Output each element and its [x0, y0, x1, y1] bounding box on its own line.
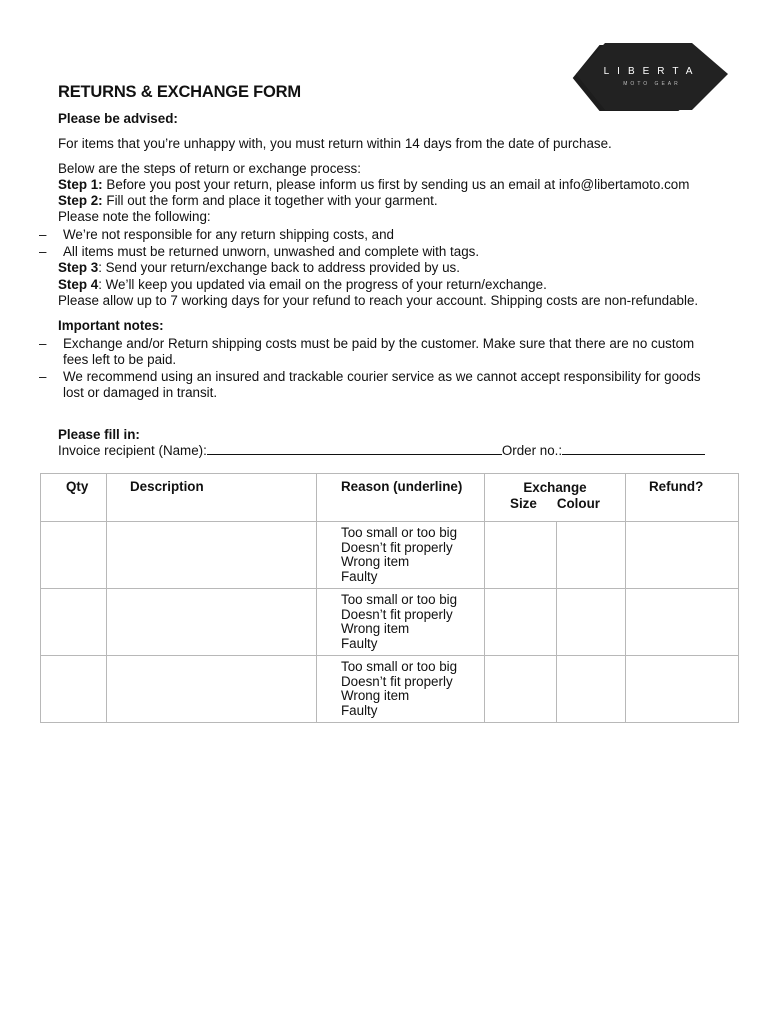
advised-heading: Please be advised:: [58, 111, 178, 126]
table-row: [41, 522, 739, 589]
reason-cell[interactable]: [317, 656, 485, 723]
step-2-text: Fill out the form and place it together with your garment.: [106, 193, 438, 208]
important-1-line1: Exchange and/or Return shipping costs must be paid by the customer. Make sure that there are no custom: [63, 336, 695, 351]
step-2: [58, 193, 438, 209]
reason-option[interactable]: Faulty: [341, 703, 378, 719]
refund-cell[interactable]: [626, 589, 739, 656]
steps-intro: Below are the steps of return or exchange process:: [58, 161, 361, 176]
description-header: Description: [107, 474, 317, 522]
order-number-field[interactable]: [562, 442, 705, 455]
invoice-row: [58, 442, 705, 459]
form-title: RETURNS & EXCHANGE FORM: [58, 83, 301, 101]
invoice-label: Invoice recipient (Name):: [58, 443, 207, 458]
important-heading: Important notes:: [58, 318, 164, 333]
qty-cell[interactable]: [41, 656, 107, 723]
qty-cell[interactable]: [41, 589, 107, 656]
step-1-label: Step 1:: [58, 177, 103, 192]
important-dash-2: –: [39, 369, 47, 384]
description-cell[interactable]: [107, 656, 317, 723]
step-3-text: : Send your return/exchange back to address provided by us.: [98, 260, 460, 275]
reason-option[interactable]: Doesn’t fit properly: [341, 673, 453, 689]
logo-tagline: MOTO GEAR: [623, 81, 681, 87]
reason-option[interactable]: Faulty: [341, 569, 378, 585]
note-dash-1: –: [39, 227, 47, 242]
size-cell[interactable]: [485, 589, 557, 656]
refund-header: Refund?: [626, 474, 739, 522]
order-label: Order no.:: [501, 443, 563, 458]
reason-option[interactable]: Too small or too big: [341, 659, 458, 674]
refund-note: Please allow up to 7 working days for your refund to reach your account. Shipping costs are non-refundable.: [58, 293, 699, 308]
step-4-label: Step 4: [58, 277, 99, 292]
step-3: [58, 260, 460, 276]
important-1-line2: fees left to be paid.: [63, 352, 177, 367]
reason-option[interactable]: Too small or too big: [341, 525, 458, 540]
reason-option[interactable]: Wrong item: [341, 554, 410, 570]
fill-heading: Please fill in:: [58, 427, 140, 442]
description-cell[interactable]: [107, 522, 317, 589]
step-1: [58, 177, 689, 193]
reason-option[interactable]: Wrong item: [341, 688, 410, 704]
step-4: [58, 277, 547, 293]
logo-brand: LIBERTA: [603, 66, 701, 77]
refund-cell[interactable]: [626, 522, 739, 589]
liberta-logo: [572, 40, 730, 116]
important-2-line1: We recommend using an insured and trackable courier service as we cannot accept responsibility for goods: [63, 369, 701, 384]
invoice-name-field[interactable]: [207, 442, 502, 455]
table-row: [41, 589, 739, 656]
colour-header: Colour: [556, 496, 600, 511]
qty-cell[interactable]: [41, 522, 107, 589]
step-3-label: Step 3: [58, 260, 99, 275]
description-cell[interactable]: [107, 589, 317, 656]
exchange-label: Exchange: [523, 480, 587, 495]
important-dash-1: –: [39, 336, 47, 351]
note-dash-2: –: [39, 244, 47, 259]
reason-option[interactable]: Doesn’t fit properly: [341, 606, 453, 622]
reason-cell[interactable]: [317, 522, 485, 589]
reason-cell[interactable]: [317, 589, 485, 656]
reason-option[interactable]: Too small or too big: [341, 592, 458, 607]
advised-text: For items that you’re unhappy with, you must return within 14 days from the date of purchase.: [58, 136, 612, 151]
table-row: [41, 656, 739, 723]
size-cell[interactable]: [485, 522, 557, 589]
return-items-table: [40, 473, 739, 723]
table-header-row: [41, 474, 739, 522]
important-2-line2: lost or damaged in transit.: [63, 385, 218, 400]
reason-header: Reason (underline): [317, 474, 485, 522]
step-4-text: : We’ll keep you updated via email on the progress of your return/exchange.: [98, 277, 547, 292]
note-1: We’re not responsible for any return shipping costs, and: [63, 227, 394, 242]
reason-option[interactable]: Faulty: [341, 636, 378, 652]
reason-option[interactable]: Wrong item: [341, 621, 410, 637]
step-1-text: Before you post your return, please inform us first by sending us an email at info@libertamoto.com: [106, 177, 690, 192]
colour-cell[interactable]: [557, 656, 626, 723]
qty-header: Qty: [41, 474, 107, 522]
size-header: Size: [510, 496, 537, 511]
size-cell[interactable]: [485, 656, 557, 723]
note-intro: Please note the following:: [58, 209, 211, 224]
colour-cell[interactable]: [557, 522, 626, 589]
refund-cell[interactable]: [626, 656, 739, 723]
exchange-header: [485, 474, 626, 522]
note-2: All items must be returned unworn, unwashed and complete with tags.: [63, 244, 480, 259]
reason-option[interactable]: Doesn’t fit properly: [341, 539, 453, 555]
colour-cell[interactable]: [557, 589, 626, 656]
step-2-label: Step 2:: [58, 193, 103, 208]
